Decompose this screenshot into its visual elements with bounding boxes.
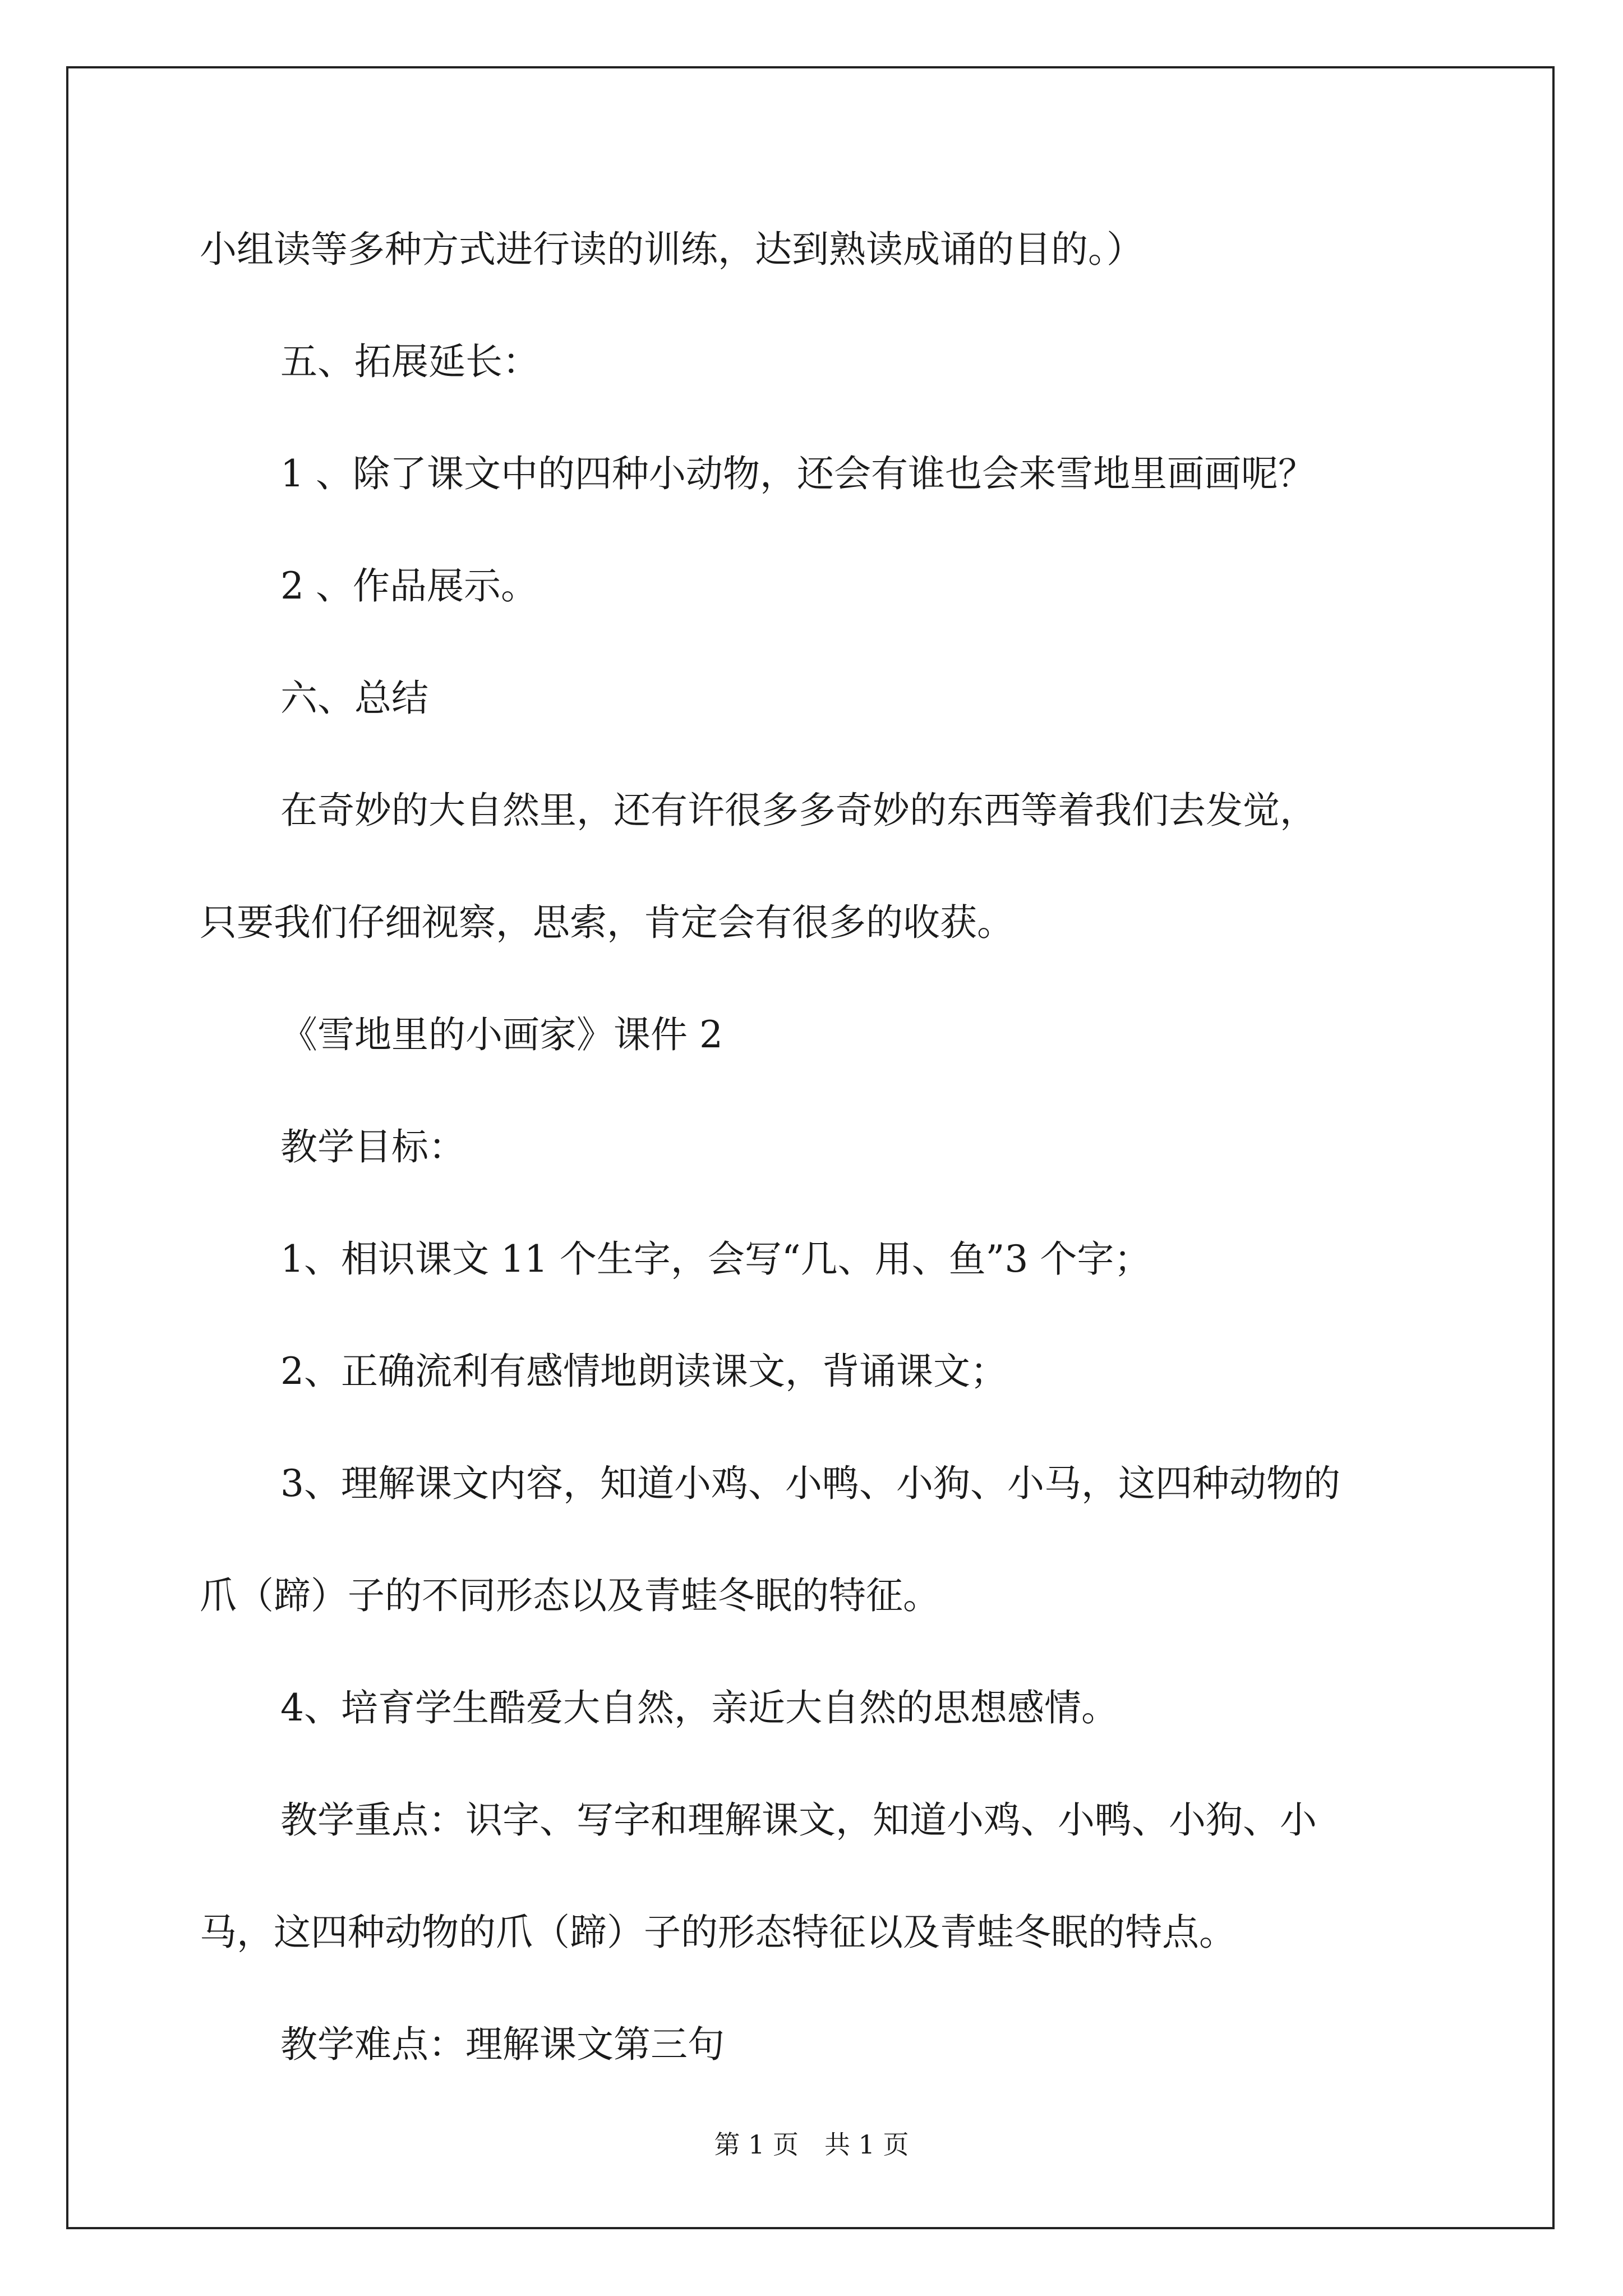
objective-item-4: 4、培育学生酷爱大自然，亲近大自然的思想感情。 [280, 1686, 1118, 1729]
list-item-2: 2 、作品展示。 [280, 564, 538, 608]
objective-item-2: 2、正确流利有感情地朗读课文，背诵课文； [280, 1350, 1007, 1393]
paragraph-line-1: 小组读等多种方式进行读的训练，达到熟读成诵的目的。） [200, 228, 1144, 271]
section-heading-extension: 五、拓展延长： [280, 340, 540, 383]
section-heading-summary: 六、总结 [280, 677, 428, 720]
paragraph-summary-line-1: 在奇妙的大自然里，还有许很多多奇妙的东西等着我们去发觉， [280, 789, 1317, 832]
key-points-line-2: 马，这四种动物的爪（蹄）子的形态特征以及青蛙冬眠的特点。 [200, 1911, 1236, 1954]
section-heading-objectives: 教学目标： [280, 1125, 465, 1168]
objective-item-3-line-1: 3、理解课文内容，知道小鸡、小鸭、小狗、小马，这四种动物的 [280, 1462, 1340, 1505]
key-points-line-1: 教学重点：识字、写字和理解课文，知道小鸡、小鸭、小狗、小 [280, 1798, 1317, 1842]
difficult-points: 教学难点：理解课文第三句 [280, 2023, 725, 2066]
paragraph-summary-line-2: 只要我们仔细视察，思索，肯定会有很多的收获。 [200, 901, 1014, 944]
courseware-title: 《雪地里的小画家》课件 2 [280, 1013, 723, 1056]
list-item-1: 1 、除了课文中的四种小动物，还会有谁也会来雪地里画画呢？ [280, 452, 1315, 495]
objective-item-3-line-2: 爪（蹄）子的不同形态以及青蛙冬眠的特征。 [200, 1574, 940, 1617]
page-number-footer: 第 1 页 共 1 页 [714, 2129, 909, 2160]
objective-item-1: 1、相识课文 11 个生字，会写“几、用、鱼”3 个字； [280, 1237, 1151, 1281]
